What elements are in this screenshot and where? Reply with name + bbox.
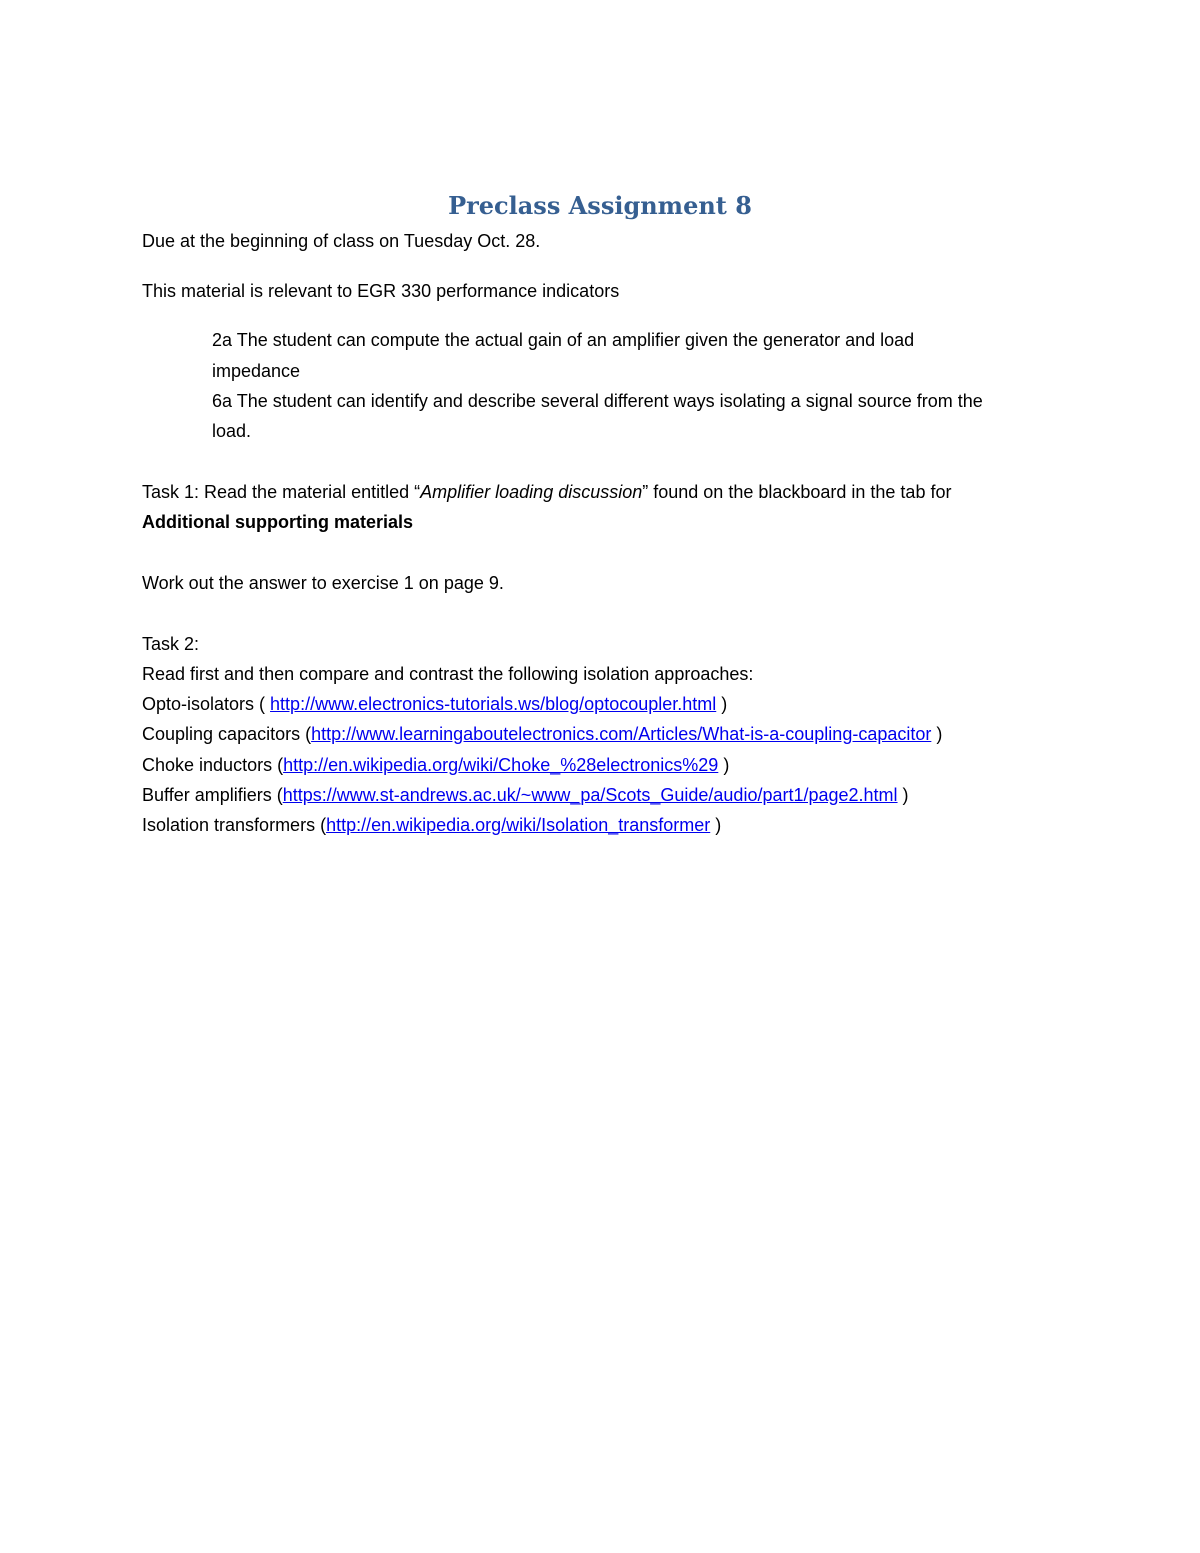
- opto-isolators-link[interactable]: http://www.electronics-tutorials.ws/blog/optocoupler.html: [270, 694, 717, 714]
- indicator-6a-line1: 6a The student can identify and describe several different ways isolating a signal source from the: [212, 391, 983, 411]
- buffer-amplifiers-link[interactable]: https://www.st-andrews.ac.uk/~www_pa/Scots_Guide/audio/part1/page2.html: [282, 785, 898, 805]
- indicator-6a-line2: load.: [212, 421, 252, 441]
- page-title: Preclass Assignment 8: [448, 191, 752, 220]
- coupling-capacitors-link[interactable]: http://www.learningaboutelectronics.com/Articles/What-is-a-coupling-capacitor: [311, 724, 932, 744]
- approach-close: ): [718, 755, 730, 775]
- isolation-transformers-link[interactable]: http://en.wikipedia.org/wiki/Isolation_transformer: [326, 815, 711, 835]
- approach-buffer-amplifiers: [142, 782, 909, 808]
- approach-label: Buffer amplifiers (: [142, 785, 283, 805]
- approach-choke-inductors: [142, 752, 729, 778]
- work-out-text: Work out the answer to exercise 1 on page 9.: [142, 573, 504, 593]
- choke-inductors-link[interactable]: http://en.wikipedia.org/wiki/Choke_%28electronics%29: [283, 755, 719, 775]
- task2-intro: Read first and then compare and contrast the following isolation approaches:: [142, 664, 754, 684]
- task1-tab-name: Additional supporting materials: [142, 512, 414, 532]
- approach-label: Choke inductors (: [142, 755, 284, 775]
- task1-prefix: Task 1: Read the material entitled “: [142, 482, 421, 502]
- approach-close: ): [897, 785, 909, 805]
- approach-close: ): [710, 815, 722, 835]
- approach-label: Isolation transformers (: [142, 815, 327, 835]
- approach-label: Coupling capacitors (: [142, 724, 312, 744]
- task1-text: [142, 479, 951, 505]
- task2-heading: Task 2:: [142, 634, 200, 654]
- task1-material-title: Amplifier loading discussion: [420, 482, 643, 502]
- indicator-2a-line1: 2a The student can compute the actual gain of an amplifier given the generator and load: [212, 330, 915, 350]
- approach-label: Opto-isolators (: [142, 694, 271, 714]
- approach-close: ): [716, 694, 728, 714]
- approach-isolation-transformers: [142, 812, 721, 838]
- approach-opto-isolators: [142, 691, 727, 717]
- due-date-text: Due at the beginning of class on Tuesday Oct. 28.: [142, 231, 541, 251]
- task1-suffix: ” found on the blackboard in the tab for: [642, 482, 952, 502]
- relevance-text: This material is relevant to EGR 330 performance indicators: [142, 281, 620, 301]
- approach-coupling-capacitors: [142, 721, 942, 747]
- approach-close: ): [931, 724, 943, 744]
- indicator-2a-line2: impedance: [212, 361, 301, 381]
